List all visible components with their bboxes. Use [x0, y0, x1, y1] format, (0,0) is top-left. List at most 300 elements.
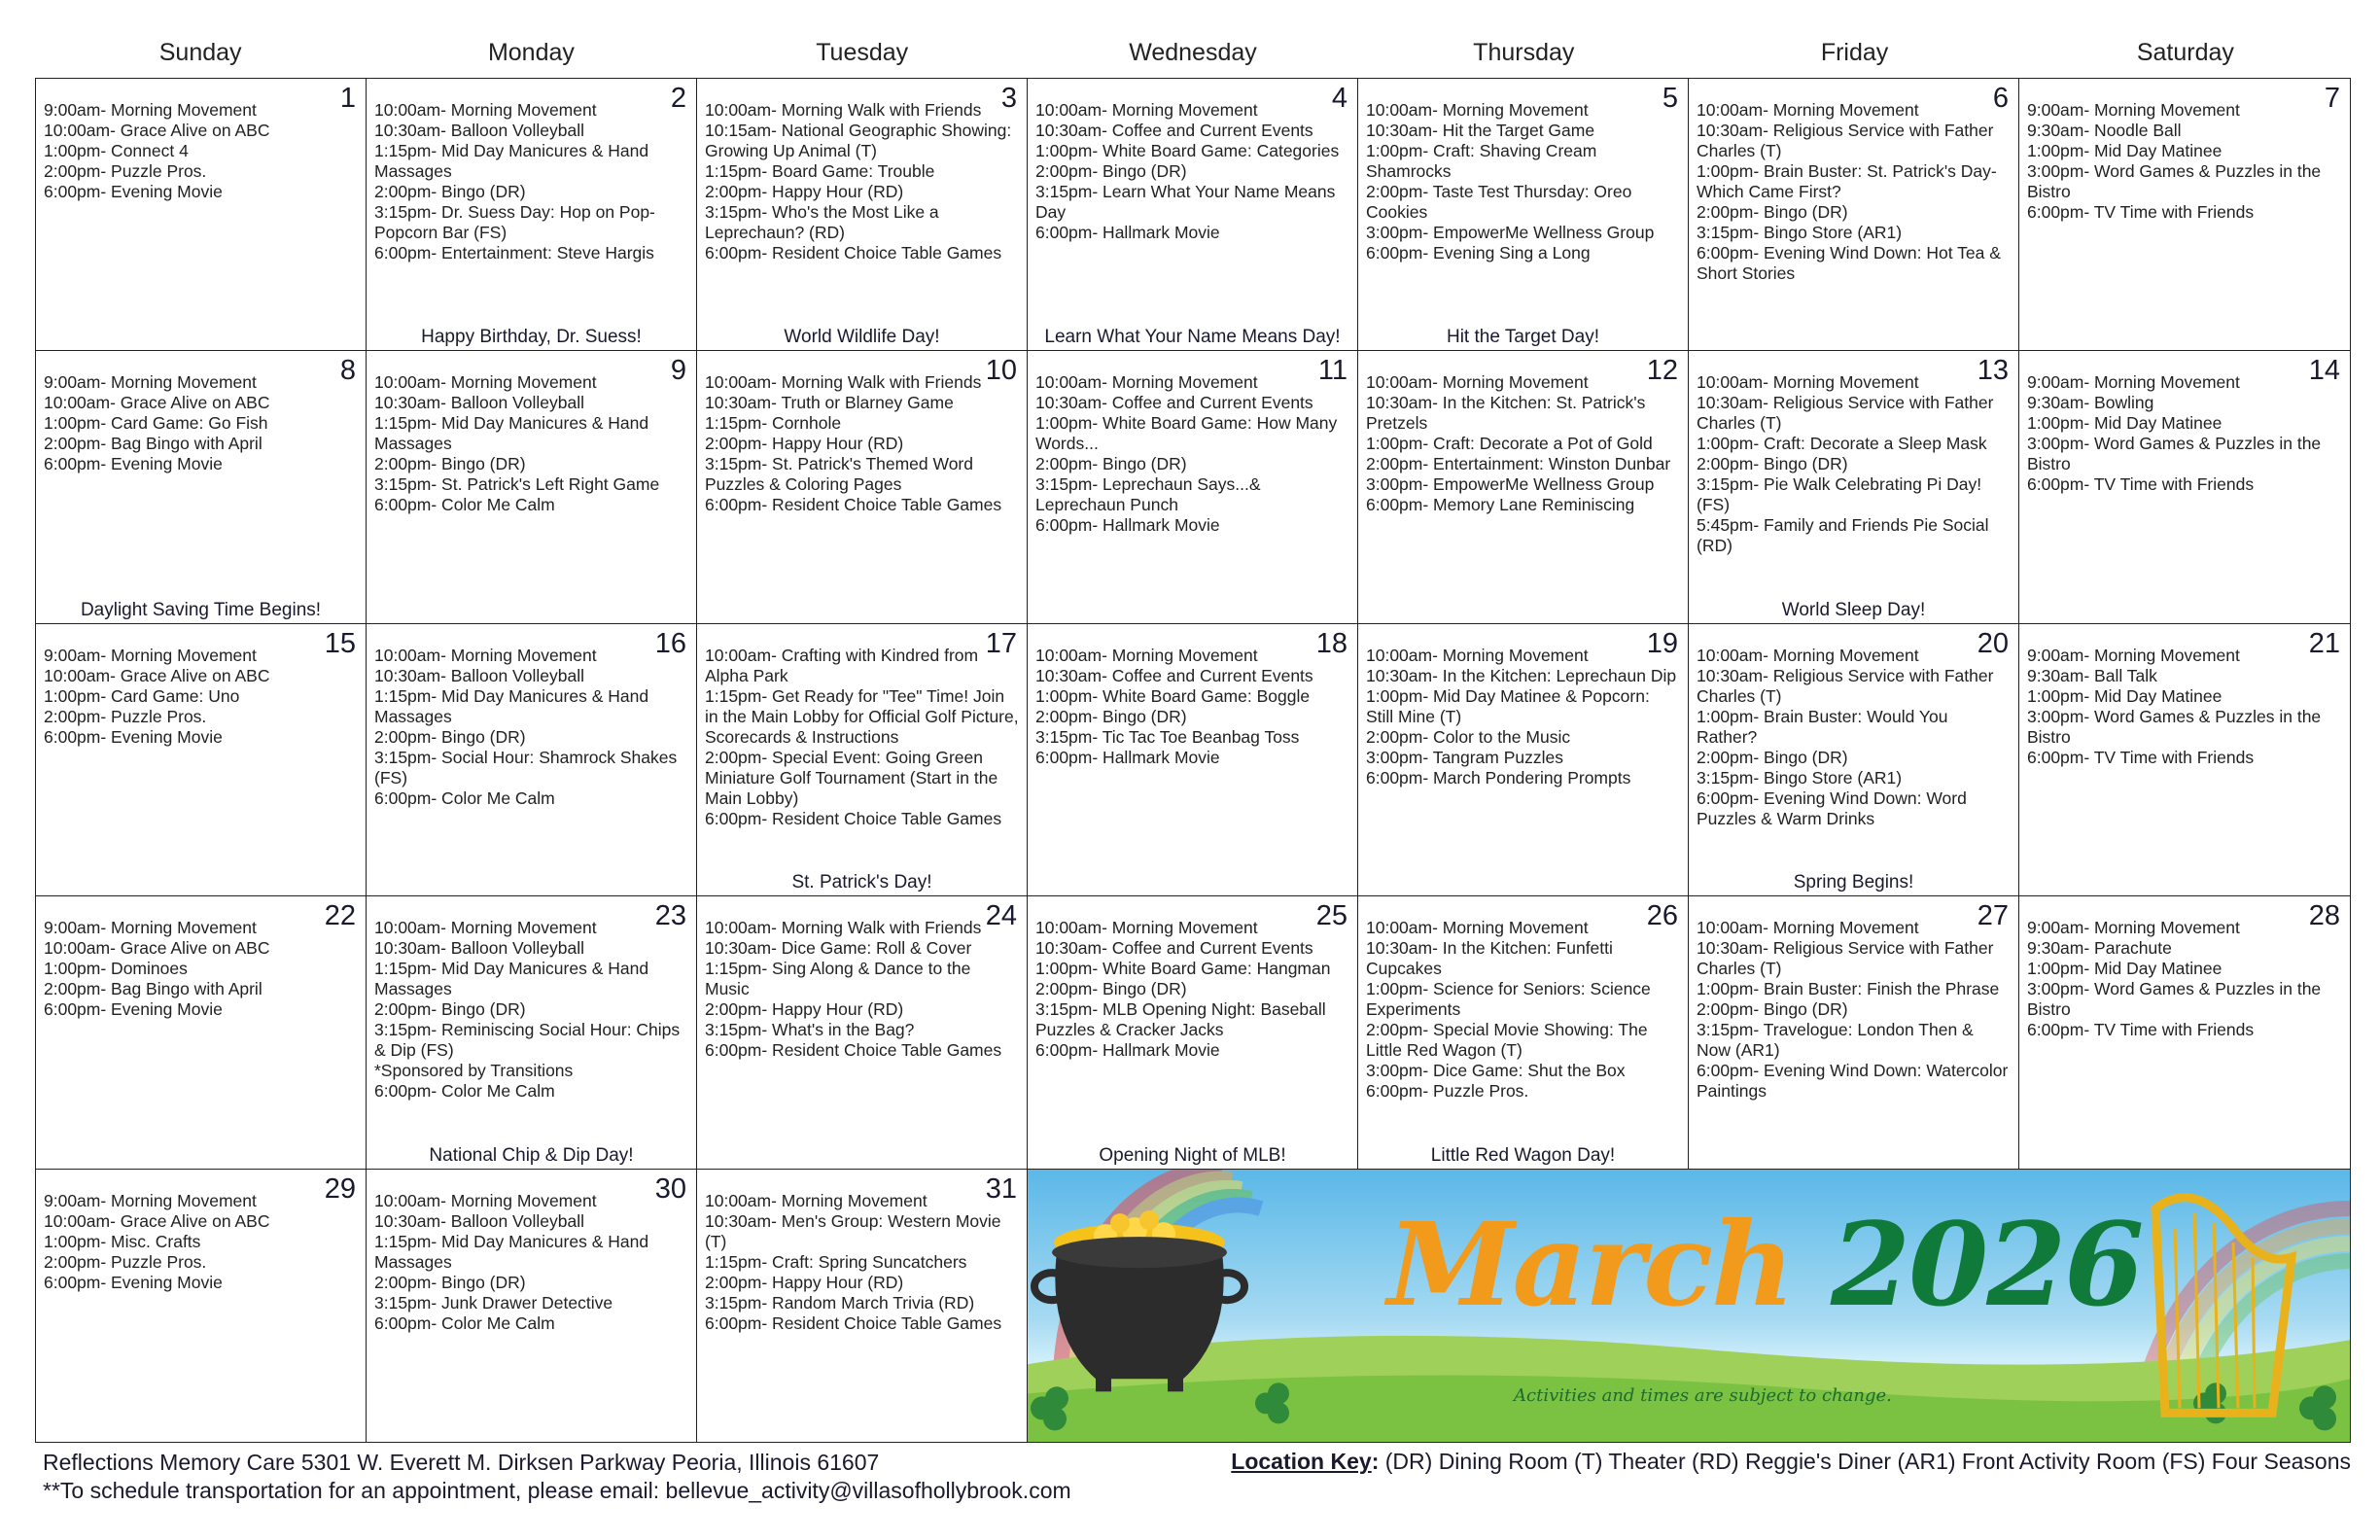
- event-item: 3:00pm- Dice Game: Shut the Box: [1366, 1061, 1626, 1081]
- day-cell: [2019, 79, 2350, 351]
- event-item: 2:00pm- Happy Hour (RD): [705, 434, 904, 454]
- event-item: 10:30am- Religious Service with Father Charles (T): [1697, 665, 1994, 706]
- special-day-label: World Sleep Day!: [1781, 599, 1926, 620]
- event-list: [1366, 372, 1680, 515]
- day-cell: [1028, 896, 1358, 1169]
- day-cell: [1358, 79, 1689, 351]
- event-item: 10:30am- Balloon Volleyball: [374, 1210, 584, 1231]
- event-item: 10:30am- Balloon Volleyball: [374, 393, 584, 413]
- event-list: [374, 918, 688, 1102]
- event-item: 1:00pm- Card Game: Go Fish: [44, 413, 268, 434]
- weekday-saturday: Saturday: [2136, 39, 2234, 66]
- event-item: 10:00am- Grace Alive on ABC: [44, 121, 270, 140]
- special-day-label: Hit the Target Day!: [1446, 327, 1599, 348]
- event-list: [2027, 100, 2342, 223]
- banner-month: March: [1387, 1196, 1793, 1332]
- event-item: 2:00pm- Bingo (DR): [1697, 202, 1848, 222]
- event-item: 3:15pm- MLB Opening Night: Baseball Puzzles & Cracker Jacks: [1035, 999, 1326, 1040]
- event-item: 6:00pm- Hallmark Movie: [1035, 223, 1220, 242]
- event-item: 10:00am- Morning Movement: [374, 645, 597, 665]
- date-number: 20: [1977, 627, 2009, 659]
- special-day-label: St. Patrick's Day!: [791, 872, 932, 893]
- event-item: 1:00pm- Science for Seniors: Science Experiments: [1366, 979, 1651, 1020]
- event-item: 9:30am- Bowling: [2027, 393, 2154, 413]
- event-list: [374, 100, 688, 263]
- day-cell: [367, 896, 697, 1169]
- weekday-header: [35, 29, 2351, 78]
- calendar-grid: [35, 78, 2351, 1443]
- event-item: 1:00pm- Brain Buster: Finish the Phrase: [1697, 979, 2000, 999]
- footer-address: Reflections Memory Care 5301 W. Everett M. Dirksen Parkway Peoria, Illinois 61607: [43, 1450, 880, 1475]
- event-item: 1:00pm- Mid Day Matinee: [2027, 413, 2222, 434]
- event-list: [44, 372, 358, 474]
- event-item: 3:00pm- Word Games & Puzzles in the Bistro: [2027, 979, 2322, 1020]
- event-item: 6:00pm- Evening Movie: [44, 999, 223, 1020]
- event-item: 10:00am- Morning Movement: [1035, 645, 1258, 665]
- event-item: 6:00pm- TV Time with Friends: [2027, 474, 2255, 495]
- day-cell: [697, 624, 1028, 896]
- event-list: [2027, 918, 2342, 1040]
- event-item: 3:15pm- Junk Drawer Detective: [374, 1292, 613, 1312]
- event-item: 1:00pm- Craft: Decorate a Pot of Gold: [1366, 434, 1653, 454]
- date-number: 6: [1992, 83, 2009, 114]
- weekday-tuesday: Tuesday: [816, 39, 909, 66]
- event-item: 6:00pm- Memory Lane Reminiscing: [1366, 495, 1635, 515]
- event-item: 1:00pm- Connect 4: [44, 141, 189, 160]
- event-item: 10:00am- Morning Walk with Friends: [705, 100, 982, 120]
- event-list: [374, 372, 688, 515]
- event-item: 9:00am- Morning Movement: [2027, 372, 2240, 393]
- day-cell: [367, 624, 697, 896]
- event-list: [705, 1191, 1019, 1334]
- event-item: 9:30am- Ball Talk: [2027, 665, 2157, 685]
- event-item: 6:00pm- Color Me Calm: [374, 1312, 555, 1333]
- date-number: 1: [339, 83, 356, 114]
- day-cell: [1028, 351, 1358, 623]
- date-number: 26: [1646, 900, 1678, 932]
- event-item: 3:15pm- Bingo Store (AR1): [1697, 767, 1903, 788]
- event-item: 2:00pm- Happy Hour (RD): [705, 1272, 904, 1292]
- event-item: 6:00pm- Color Me Calm: [374, 1081, 555, 1102]
- event-item: 2:00pm- Bingo (DR): [374, 999, 526, 1020]
- date-number: 23: [654, 900, 686, 932]
- event-item: 3:00pm- EmpowerMe Wellness Group: [1366, 223, 1655, 242]
- event-item: 10:00am- Morning Walk with Friends: [705, 918, 982, 938]
- event-item: 10:30am- Coffee and Current Events: [1035, 938, 1313, 959]
- day-cell: [1358, 351, 1689, 623]
- event-item: 6:00pm- TV Time with Friends: [2027, 747, 2255, 767]
- event-item: 6:00pm- Resident Choice Table Games: [705, 808, 1002, 828]
- event-item: 3:00pm- Word Games & Puzzles in the Bistro: [2027, 161, 2322, 201]
- date-number: 5: [1662, 83, 1678, 114]
- event-item: 5:45pm- Family and Friends Pie Social (RD): [1697, 515, 1989, 556]
- event-list: [44, 100, 358, 202]
- event-item: 2:00pm- Puzzle Pros.: [44, 706, 207, 726]
- event-item: 9:00am- Morning Movement: [2027, 100, 2240, 120]
- event-item: 3:15pm- Tic Tac Toe Beanbag Toss: [1035, 726, 1300, 747]
- event-item: 3:00pm- Tangram Puzzles: [1366, 747, 1563, 767]
- event-item: 10:00am- Morning Walk with Friends: [705, 372, 982, 393]
- event-item: 10:30am- Balloon Volleyball: [374, 938, 584, 959]
- event-item: 10:00am- Morning Movement: [1697, 100, 1919, 120]
- event-item: 10:30am- In the Kitchen: Funfetti Cupcakes: [1366, 938, 1613, 979]
- event-item: 2:00pm- Bingo (DR): [1697, 999, 1848, 1020]
- event-item: 1:00pm- Mid Day Matinee & Popcorn: Still Mine (T): [1366, 685, 1650, 726]
- event-list: [1035, 372, 1349, 536]
- event-item: 1:15pm- Get Ready for "Tee" Time! Join in the Main Lobby for Official Golf Picture, Scorecards & Instructions: [705, 685, 1019, 747]
- event-item: 10:30am- Coffee and Current Events: [1035, 665, 1313, 685]
- event-item: 3:15pm- Leprechaun Says...& Leprechaun Punch: [1035, 474, 1261, 515]
- event-item: 9:00am- Morning Movement: [2027, 645, 2240, 665]
- event-item: 10:00am- Morning Movement: [1366, 645, 1589, 665]
- day-cell: [697, 1170, 1028, 1442]
- event-item: 10:30am- In the Kitchen: Leprechaun Dip: [1366, 665, 1677, 685]
- special-day-label: Happy Birthday, Dr. Suess!: [421, 327, 642, 348]
- day-cell: [697, 351, 1028, 623]
- event-item: 1:00pm- Craft: Shaving Cream Shamrocks: [1366, 141, 1597, 181]
- day-cell: [36, 351, 367, 623]
- event-item: 10:30am- Dice Game: Roll & Cover: [705, 938, 972, 959]
- event-item: 1:15pm- Mid Day Manicures & Hand Massages: [374, 685, 649, 726]
- banner-disclaimer: Activities and times are subject to change.: [1514, 1384, 1892, 1406]
- event-item: 10:30am- Truth or Blarney Game: [705, 393, 954, 413]
- event-list: [705, 372, 1019, 515]
- day-cell: [1689, 79, 2019, 351]
- event-item: 6:00pm- TV Time with Friends: [2027, 1020, 2255, 1040]
- event-item: 2:00pm- Bingo (DR): [1035, 161, 1187, 181]
- day-cell: [1358, 624, 1689, 896]
- weekday-friday: Friday: [1820, 39, 1889, 66]
- weekday-monday: Monday: [487, 39, 575, 66]
- event-list: [1366, 646, 1680, 788]
- event-list: [1697, 918, 2011, 1102]
- location-key-label: Location Key: [1231, 1449, 1372, 1474]
- day-cell: [697, 896, 1028, 1169]
- event-item: 3:00pm- Word Games & Puzzles in the Bistro: [2027, 706, 2322, 747]
- event-item: 6:00pm- Hallmark Movie: [1035, 515, 1220, 536]
- event-item: 3:15pm- What's in the Bag?: [705, 1020, 915, 1040]
- event-item: 1:00pm- Brain Buster: St. Patrick's Day- Which Came First?: [1697, 161, 1997, 201]
- event-item: 6:00pm- Entertainment: Steve Hargis: [374, 243, 654, 262]
- event-item: 1:00pm- Card Game: Uno: [44, 685, 240, 706]
- day-cell: [367, 1170, 697, 1442]
- date-number: 21: [2308, 627, 2340, 659]
- date-number: 31: [985, 1172, 1017, 1205]
- event-list: [44, 646, 358, 748]
- weekday-wednesday: Wednesday: [1129, 39, 1257, 66]
- event-list: [374, 646, 688, 809]
- event-item: 1:00pm- White Board Game: Hangman: [1035, 959, 1331, 979]
- date-number: 9: [670, 355, 686, 387]
- event-item: 6:00pm- Evening Sing a Long: [1366, 243, 1591, 262]
- date-number: 12: [1646, 355, 1678, 387]
- date-number: 11: [1317, 355, 1348, 387]
- day-cell: [36, 79, 367, 351]
- date-number: 18: [1315, 627, 1348, 659]
- event-item: 6:00pm- Evening Wind Down: Watercolor Paintings: [1697, 1061, 2009, 1102]
- event-item: 3:15pm- Who's the Most Like a Leprechaun? (RD): [705, 202, 939, 242]
- event-list: [2027, 372, 2342, 495]
- event-list: [2027, 646, 2342, 768]
- event-item: 6:00pm- Hallmark Movie: [1035, 747, 1220, 767]
- event-item: 10:30am- Balloon Volleyball: [374, 121, 584, 140]
- special-day-label: World Wildlife Day!: [784, 327, 940, 348]
- date-number: 15: [324, 627, 356, 659]
- event-item: 6:00pm- Evening Movie: [44, 182, 223, 201]
- date-number: 2: [670, 83, 686, 114]
- event-item: 10:00am- Grace Alive on ABC: [44, 1210, 270, 1231]
- event-item: 10:30am- Religious Service with Father Charles (T): [1697, 393, 1994, 434]
- date-number: 25: [1315, 900, 1348, 932]
- day-cell: [1028, 624, 1358, 896]
- event-item: 6:00pm- Evening Movie: [44, 454, 223, 474]
- event-item: 10:30am- Balloon Volleyball: [374, 665, 584, 685]
- event-item: 1:00pm- White Board Game: How Many Words...: [1035, 413, 1338, 454]
- banner-title: [1387, 1197, 2142, 1332]
- event-item: 3:15pm- Random March Trivia (RD): [705, 1292, 975, 1312]
- event-item: 6:00pm- Hallmark Movie: [1035, 1040, 1220, 1061]
- day-cell: [1028, 79, 1358, 351]
- event-item: 1:00pm- Misc. Crafts: [44, 1231, 201, 1251]
- date-number: 30: [654, 1172, 686, 1205]
- event-item: 9:30am- Parachute: [2027, 938, 2172, 959]
- event-item: 10:00am- Morning Movement: [374, 100, 597, 120]
- day-cell: [697, 79, 1028, 351]
- weekday-sunday: Sunday: [158, 39, 242, 66]
- event-item: 3:15pm- Social Hour: Shamrock Shakes (FS): [374, 747, 678, 788]
- date-number: 27: [1977, 900, 2009, 932]
- day-cell: [2019, 896, 2350, 1169]
- date-number: 16: [654, 627, 686, 659]
- event-item: 1:15pm- Craft: Spring Suncatchers: [705, 1251, 967, 1272]
- location-key-colon: :: [1371, 1449, 1380, 1474]
- event-item: 6:00pm- TV Time with Friends: [2027, 202, 2255, 222]
- event-item: 2:00pm- Taste Test Thursday: Oreo Cookies: [1366, 182, 1632, 222]
- event-item: 2:00pm- Bag Bingo with April: [44, 979, 262, 999]
- event-item: 1:15pm- Mid Day Manicures & Hand Massages: [374, 1231, 649, 1272]
- day-cell: [1689, 624, 2019, 896]
- event-item: 10:00am- Grace Alive on ABC: [44, 665, 270, 685]
- event-item: 10:30am- Hit the Target Game: [1366, 121, 1595, 140]
- event-item: 6:00pm- Resident Choice Table Games: [705, 243, 1002, 262]
- event-item: 9:00am- Morning Movement: [44, 918, 257, 938]
- day-cell: [367, 79, 697, 351]
- event-item: 2:00pm- Special Movie Showing: The Little Red Wagon (T): [1366, 1020, 1648, 1061]
- event-item: 6:00pm- Puzzle Pros.: [1366, 1081, 1529, 1102]
- footer-info: [43, 1449, 1071, 1505]
- date-number: 4: [1331, 83, 1348, 114]
- event-list: [1035, 100, 1349, 243]
- event-item: 6:00pm- Color Me Calm: [374, 788, 555, 808]
- event-item: 10:00am- Morning Movement: [1697, 372, 1919, 393]
- special-day-label: Daylight Saving Time Begins!: [80, 599, 322, 620]
- event-item: 9:00am- Morning Movement: [44, 645, 257, 665]
- event-item: 6:00pm- Resident Choice Table Games: [705, 495, 1002, 515]
- event-item: 1:15pm- Mid Day Manicures & Hand Massages: [374, 959, 649, 999]
- date-number: 19: [1646, 627, 1678, 659]
- event-list: [1035, 918, 1349, 1061]
- day-cell: [2019, 624, 2350, 896]
- event-item: 1:15pm- Mid Day Manicures & Hand Massages: [374, 413, 649, 454]
- event-item: 2:00pm- Color to the Music: [1366, 726, 1571, 747]
- day-cell: [1689, 896, 2019, 1169]
- date-number: 10: [985, 355, 1017, 387]
- event-item: 1:15pm- Cornhole: [705, 413, 842, 434]
- event-item: 10:00am- Morning Movement: [1366, 100, 1589, 120]
- day-cell: [36, 896, 367, 1169]
- event-item: 9:00am- Morning Movement: [44, 372, 257, 393]
- event-list: [44, 918, 358, 1020]
- event-item: 2:00pm- Bingo (DR): [374, 1272, 526, 1292]
- special-day-label: National Chip & Dip Day!: [429, 1144, 634, 1166]
- event-item: 1:00pm- Craft: Decorate a Sleep Mask: [1697, 434, 1987, 454]
- event-item: 3:00pm- Word Games & Puzzles in the Bistro: [2027, 434, 2322, 474]
- event-item: 2:00pm- Bingo (DR): [374, 726, 526, 747]
- special-day-label: Opening Night of MLB!: [1099, 1144, 1286, 1166]
- event-item: 3:15pm- Pie Walk Celebrating Pi Day! (FS): [1697, 474, 1982, 515]
- event-item: 2:00pm- Bingo (DR): [1035, 979, 1187, 999]
- event-item: 1:00pm- Mid Day Matinee: [2027, 141, 2222, 160]
- event-list: [374, 1191, 688, 1334]
- event-item: 1:15pm- Mid Day Manicures & Hand Massages: [374, 141, 649, 181]
- month-banner: [1028, 1170, 2350, 1442]
- weekday-thursday: Thursday: [1473, 39, 1575, 66]
- event-item: 10:00am- Morning Movement: [1697, 645, 1919, 665]
- event-list: [705, 918, 1019, 1061]
- day-cell: [1689, 351, 2019, 623]
- event-item: 10:00am- Grace Alive on ABC: [44, 938, 270, 959]
- event-item: 9:00am- Morning Movement: [44, 100, 257, 120]
- event-item: 6:00pm- Evening Wind Down: Word Puzzles & Warm Drinks: [1697, 788, 1967, 828]
- event-item: 2:00pm- Puzzle Pros.: [44, 1251, 207, 1272]
- event-item: 1:00pm- White Board Game: Boggle: [1035, 685, 1311, 706]
- footer-transport-note: **To schedule transportation for an appointment, please email: bellevue_activity@villasofhollybrook.com: [43, 1478, 1071, 1503]
- event-item: 1:00pm- White Board Game: Categories: [1035, 141, 1340, 160]
- event-item: 10:00am- Morning Movement: [1366, 918, 1589, 938]
- event-item: 6:00pm- Evening Movie: [44, 726, 223, 747]
- event-item: 10:00am- Morning Movement: [1366, 372, 1589, 393]
- event-item: 6:00pm- Color Me Calm: [374, 495, 555, 515]
- event-item: 9:00am- Morning Movement: [44, 1190, 257, 1210]
- event-item: 2:00pm- Puzzle Pros.: [44, 161, 207, 181]
- event-item: 9:30am- Noodle Ball: [2027, 121, 2182, 140]
- event-item: 6:00pm- March Pondering Prompts: [1366, 767, 1631, 788]
- event-item: 9:00am- Morning Movement: [2027, 918, 2240, 938]
- event-item: 2:00pm- Bingo (DR): [1035, 454, 1187, 474]
- event-list: [705, 100, 1019, 263]
- event-item: 10:30am- In the Kitchen: St. Patrick's Pretzels: [1366, 393, 1646, 434]
- event-item: 3:15pm- Dr. Suess Day: Hop on Pop-Popcorn Bar (FS): [374, 202, 655, 242]
- event-list: [1697, 646, 2011, 829]
- event-item: 2:00pm- Bingo (DR): [1035, 706, 1187, 726]
- event-item: 2:00pm- Happy Hour (RD): [705, 182, 904, 201]
- event-item: 10:00am- Grace Alive on ABC: [44, 393, 270, 413]
- event-item: 3:15pm- Learn What Your Name Means Day: [1035, 182, 1336, 222]
- event-item: 2:00pm- Bag Bingo with April: [44, 434, 262, 454]
- date-number: 14: [2308, 355, 2340, 387]
- event-item: 2:00pm- Bingo (DR): [374, 454, 526, 474]
- event-list: [1697, 372, 2011, 556]
- event-item: 10:00am- Morning Movement: [1035, 372, 1258, 393]
- event-item: 3:15pm- Bingo Store (AR1): [1697, 223, 1903, 242]
- event-item: 3:15pm- Travelogue: London Then & Now (AR1): [1697, 1020, 1974, 1061]
- event-item: 10:30am- Religious Service with Father Charles (T): [1697, 121, 1994, 160]
- event-item: 2:00pm- Entertainment: Winston Dunbar: [1366, 454, 1671, 474]
- date-number: 3: [1000, 83, 1017, 114]
- date-number: 7: [2324, 83, 2340, 114]
- event-item: 10:00am- Crafting with Kindred from Alpha Park: [705, 645, 979, 685]
- event-item: 3:00pm- EmpowerMe Wellness Group: [1366, 474, 1655, 495]
- location-key-text: (DR) Dining Room (T) Theater (RD) Reggie's Diner (AR1) Front Activity Room (FS) Four Seasons: [1379, 1449, 2351, 1474]
- event-item: 3:15pm- Reminiscing Social Hour: Chips & Dip (FS): [374, 1020, 681, 1061]
- day-cell: [2019, 351, 2350, 623]
- banner-year: 2026: [1830, 1196, 2143, 1332]
- event-item: 10:00am- Morning Movement: [374, 1190, 597, 1210]
- date-number: 24: [985, 900, 1017, 932]
- event-item: 10:30am- Coffee and Current Events: [1035, 121, 1313, 140]
- event-item: 6:00pm- Resident Choice Table Games: [705, 1312, 1002, 1333]
- special-day-label: Little Red Wagon Day!: [1430, 1144, 1616, 1166]
- event-item: 1:00pm- Dominoes: [44, 959, 188, 979]
- event-list: [1366, 918, 1680, 1102]
- event-item: 6:00pm- Evening Wind Down: Hot Tea & Short Stories: [1697, 243, 2001, 283]
- event-item: 6:00pm- Resident Choice Table Games: [705, 1040, 1002, 1061]
- event-item: 10:15am- National Geographic Showing: Growing Up Animal (T): [705, 121, 1012, 160]
- event-item: 1:15pm- Sing Along & Dance to the Music: [705, 959, 971, 999]
- event-item: 10:00am- Morning Movement: [1035, 100, 1258, 120]
- location-key: [1231, 1449, 2351, 1475]
- event-list: [44, 1191, 358, 1293]
- event-item: 3:15pm- St. Patrick's Left Right Game: [374, 474, 660, 495]
- event-list: [1035, 646, 1349, 768]
- event-item: 2:00pm- Special Event: Going Green Miniature Golf Tournament (Start in the Main Lobby): [705, 747, 998, 808]
- event-item: 1:00pm- Mid Day Matinee: [2027, 959, 2222, 979]
- event-item: 10:30am- Coffee and Current Events: [1035, 393, 1313, 413]
- date-number: 22: [324, 900, 356, 932]
- special-day-label: Spring Begins!: [1793, 872, 1914, 893]
- event-item: 10:00am- Morning Movement: [374, 918, 597, 938]
- event-item: 1:15pm- Board Game: Trouble: [705, 161, 935, 181]
- day-cell: [36, 624, 367, 896]
- event-item: 2:00pm- Bingo (DR): [1697, 454, 1848, 474]
- event-item: 1:00pm- Mid Day Matinee: [2027, 685, 2222, 706]
- date-number: 17: [985, 627, 1017, 659]
- event-item: 10:30am- Men's Group: Western Movie (T): [705, 1210, 1001, 1251]
- day-cell: [36, 1170, 367, 1442]
- event-item: 10:00am- Morning Movement: [1035, 918, 1258, 938]
- event-item: 3:15pm- St. Patrick's Themed Word Puzzles & Coloring Pages: [705, 454, 973, 495]
- date-number: 8: [339, 355, 356, 387]
- event-list: [705, 646, 1019, 829]
- date-number: 28: [2308, 900, 2340, 932]
- special-day-label: Learn What Your Name Means Day!: [1044, 327, 1341, 348]
- event-item: 10:00am- Morning Movement: [705, 1190, 928, 1210]
- event-item: 10:00am- Morning Movement: [1697, 918, 1919, 938]
- date-number: 29: [324, 1172, 356, 1205]
- event-list: [1697, 100, 2011, 284]
- event-item: 2:00pm- Bingo (DR): [1697, 747, 1848, 767]
- event-item: 2:00pm- Happy Hour (RD): [705, 999, 904, 1020]
- event-item: 10:30am- Religious Service with Father Charles (T): [1697, 938, 1994, 979]
- event-list: [1366, 100, 1680, 263]
- event-item: 6:00pm- Evening Movie: [44, 1272, 223, 1292]
- event-item: 2:00pm- Bingo (DR): [374, 182, 526, 201]
- event-item: 10:00am- Morning Movement: [374, 372, 597, 393]
- day-cell: [1358, 896, 1689, 1169]
- date-number: 13: [1977, 355, 2009, 387]
- day-cell: [367, 351, 697, 623]
- event-item: 1:00pm- Brain Buster: Would You Rather?: [1697, 706, 1948, 747]
